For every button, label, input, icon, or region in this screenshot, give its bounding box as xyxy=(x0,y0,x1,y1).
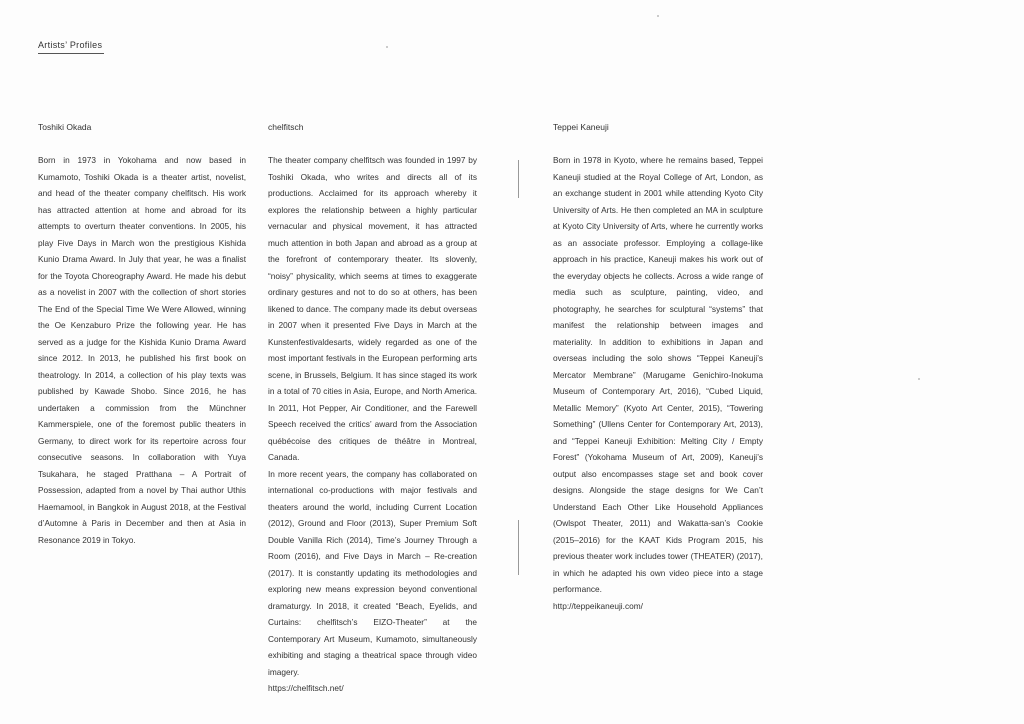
scan-dot xyxy=(657,15,659,17)
profile-paragraph: Born in 1973 in Yokohama and now based in Kumamoto, Toshiki Okada is a theater artist, novelist, and head of the theater company chelfitsch. His work has attracted attention at home and abroad for its attempts to overturn theater conventions. In 2005, his play Five Days in March won the prestigious Kishida Kunio Drama Award. In July that year, he was a finalist for the Toyota Choreography Award. He made his debut as a novelist in 2007 with the collection of short stories The End of the Special Time We Were Allowed, winning the Oe Kenzaburo Prize the following year. He has served as a judge for the Kishida Kunio Drama Award since 2012. In 2013, he published his first book on theatrology. In 2014, a collection of his play texts was published by Kawade Shobo. Since 2016, he has undertaken a commission from the Münchner Kammerspiele, one of the foremost public theaters in Germany, to direct work for its repertoire across four consecutive seasons. In collaboration with Yuya Tsukahara, he staged Pratthana – A Portrait of Possession, adapted from a novel by Thai author Uthis Haemamool, in Bangkok in August 2018, at the Festival d’Automne à Paris in December and then at Asia in Resonance 2019 in Tokyo. xyxy=(38,155,246,545)
profile-chelfitsch xyxy=(268,122,477,697)
profile-body xyxy=(38,152,246,548)
profile-teppei-kaneuji xyxy=(553,122,763,614)
profile-paragraph: Born in 1978 in Kyoto, where he remains based, Teppei Kaneuji studied at the Royal College of Art, London, as an exchange student in 2001 while attending Kyoto City University of Arts. He then completed an MA in sculpture at Kyoto City University of Arts, where he currently works as an associate professor. Employing a collage-like approach in his practice, Kaneuji makes his work out of the everyday objects he collects. Across a wide range of media such as sculpture, painting, video, and photography, he searches for sculptural “systems” that manifest the relationship between images and materiality. In addition to exhibitions in Japan and overseas including the solo shows “Teppei Kaneuji’s Mercator Membrane” (Marugame Genichiro-Inokuma Museum of Contemporary Art, 2016), “Cubed Liquid, Metallic Memory” (Kyoto Art Center, 2015), “Towering Something” (Ullens Center for Contemporary Art, 2013), and “Teppei Kaneuji Exhibition: Melting City / Empty Forest” (Yokohama Museum of Art, 2009), Kaneuji’s output also encompasses stage set and book cover designs. Alongside the stage designs for We Can’t Understand Each Other Like Household Appliances (Owlspot Theater, 2011) and Wakatta-san’s Cookie (2015–2016) for the KAAT Kids Program 2015, his previous theater work includes tower (THEATER) (2017), in which he adapted his own video piece into a stage performance. xyxy=(553,155,763,594)
profile-paragraph: The theater company chelfitsch was founded in 1997 by Toshiki Okada, who writes and directs all of its productions. Acclaimed for its approach whereby it explores the relationship between a highly particular vernacular and physical movement, it has attracted much attention in both Japan and abroad as a group at the forefront of contemporary theater. Its slovenly, “noisy” physicality, which seems at times to exaggerate ordinary gestures and not to do so at others, has been likened to dance. The company made its debut overseas in 2007 when it presented Five Days in March at the Kunstenfestivaldesarts, widely regarded as one of the most important festivals in the European performing arts scene, in Brussels, Belgium. It has since staged its work in a total of 70 cities in Asia, Europe, and North America. In 2011, Hot Pepper, Air Conditioner, and the Farewell Speech received the critics’ award from the Association québécoise des critiques de théâtre in Montreal, Canada. xyxy=(268,155,477,462)
section-title: Artists’ Profiles xyxy=(38,40,103,50)
profile-name: chelfitsch xyxy=(268,122,304,132)
profile-body xyxy=(268,152,477,697)
website-link[interactable]: https://chelfitsch.net/ xyxy=(268,683,344,693)
website-link[interactable]: http://teppeikaneuji.com/ xyxy=(553,600,643,611)
profile-body xyxy=(553,152,763,614)
title-underline xyxy=(38,53,104,54)
scan-dot xyxy=(386,46,388,48)
scan-mark xyxy=(518,520,519,575)
profile-name: Teppei Kaneuji xyxy=(553,122,609,132)
scan-dot xyxy=(918,378,920,380)
profile-toshiki-okada xyxy=(38,122,246,548)
scan-mark xyxy=(518,160,519,198)
profile-name: Toshiki Okada xyxy=(38,122,92,132)
profile-paragraph: In more recent years, the company has collaborated on international co-productions with major festivals and theaters around the world, including Current Location (2012), Ground and Floor (2013), Super Premium Soft Double Vanilla Rich (2014), Time’s Journey Through a Room (2016), and Five Days in March – Re-creation (2017). It is constantly updating its methodologies and exploring new means expression beyond conventional dramaturgy. In 2018, it created “Beach, Eyelids, and Curtains: chelfitsch’s EIZO-Theater” at the Contemporary Art Museum, Kumamoto, simultaneously exhibiting and staging a theatrical space through video imagery. xyxy=(268,468,477,677)
